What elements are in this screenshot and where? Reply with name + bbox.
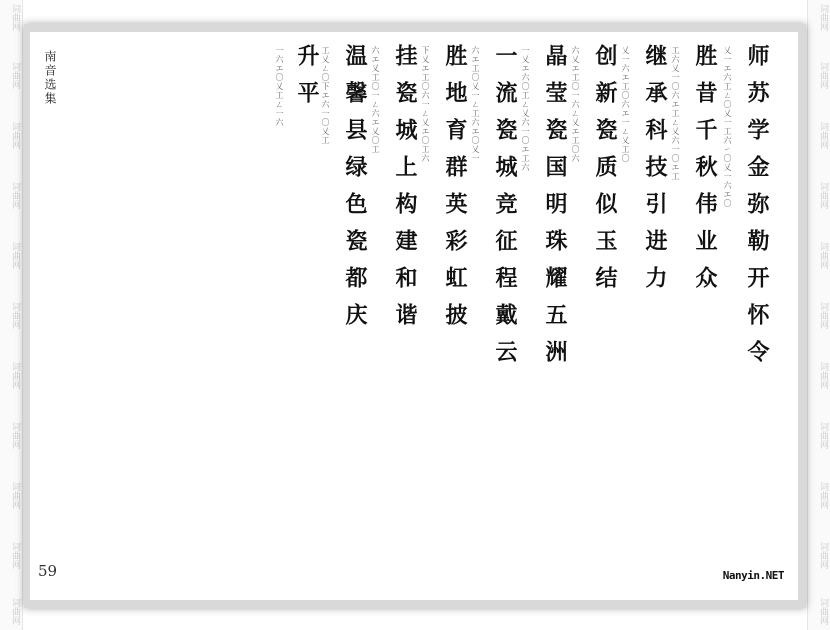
- watermark-text: 词曲网: [10, 122, 20, 149]
- watermark-text: 词曲网: [818, 482, 828, 509]
- notation-marks: 一六エ〇乂工ㄥ一六: [275, 46, 284, 127]
- watermark-text: 词曲网: [818, 422, 828, 449]
- lyric-column-8: 挂瓷城上构建和谐: [392, 44, 418, 340]
- watermark-text: 词曲网: [818, 242, 828, 269]
- watermark-text: 词曲网: [818, 62, 828, 89]
- brand-logo: Nanyin.NET: [722, 569, 784, 582]
- watermark-text: 词曲网: [10, 242, 20, 269]
- watermark-text: 词曲网: [10, 422, 20, 449]
- lyric-column-7: 胜地育群英彩虹披: [442, 44, 468, 340]
- notation-marks: 工乂ㄥ〇下エ六一〇乂工: [321, 46, 330, 145]
- lyric-column-3: 继承科技引进力: [642, 44, 668, 303]
- page-number: 59: [38, 562, 58, 580]
- watermark-text: 词曲网: [10, 542, 20, 569]
- watermark-text: 词曲网: [10, 62, 20, 89]
- notation-marks: 下乂エ工〇六一ㄥ乂エ〇工六: [421, 46, 430, 163]
- lyric-column-5: 晶莹瓷国明珠耀五洲: [542, 44, 568, 377]
- notation-marks: 六エ乂工〇一ㄥ六エ乂〇工: [371, 46, 380, 154]
- watermark-text: 词曲网: [818, 4, 828, 31]
- lyric-column-4: 创新瓷质似玉结: [592, 44, 618, 303]
- lyric-column-1: 师苏学金弥勒开怀令: [744, 44, 770, 377]
- lyric-column-10: 升平: [294, 44, 320, 118]
- notation-marks: 工六乂一〇六エ工ㄥ乂六一〇エ工: [671, 46, 680, 181]
- watermark-text: 词曲网: [10, 362, 20, 389]
- score-page: [30, 32, 798, 600]
- watermark-text: 词曲网: [818, 302, 828, 329]
- watermark-text: 词曲网: [818, 542, 828, 569]
- watermark-text: 词曲网: [10, 302, 20, 329]
- notation-marks: 一乂エ六〇工ㄥ乂六一〇エ工六: [521, 46, 530, 172]
- watermark-text: 词曲网: [818, 598, 828, 625]
- right-watermark-strip: [807, 0, 830, 630]
- notation-marks: 乂一エ六工ㄥ〇乂一工六㇀〇乂一六エ〇: [723, 46, 732, 208]
- notation-marks: 六乂エ工〇一六ㄥ乂エ工〇六: [571, 46, 580, 163]
- book-title: 南音选集: [43, 50, 57, 106]
- lyric-column-6: 一流瓷城竞征程戴云: [492, 44, 518, 377]
- left-watermark-strip: [0, 0, 23, 630]
- watermark-text: 词曲网: [10, 182, 20, 209]
- lyric-column-9: 温馨县绿色瓷都庆: [342, 44, 368, 340]
- watermark-text: 词曲网: [10, 4, 20, 31]
- watermark-text: 词曲网: [818, 362, 828, 389]
- lyric-column-2: 胜昔千秋伟业众: [692, 44, 718, 303]
- watermark-text: 词曲网: [10, 482, 20, 509]
- watermark-text: 词曲网: [818, 182, 828, 209]
- notation-marks: 乂一六エ工〇六エ一ㄥ乂工〇: [621, 46, 630, 163]
- watermark-text: 词曲网: [818, 122, 828, 149]
- notation-marks: 六エ工〇乂一ㄥ工六エ〇乂一: [471, 46, 480, 163]
- watermark-text: 词曲网: [10, 598, 20, 625]
